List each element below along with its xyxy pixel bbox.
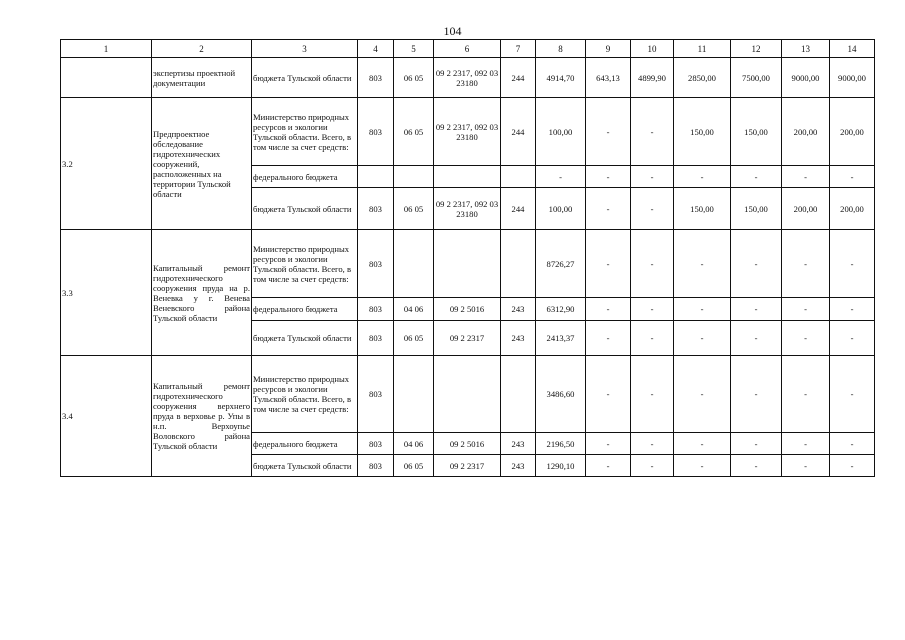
cell-9: - (586, 321, 631, 356)
cell-14: 9000,00 (830, 58, 875, 98)
cell-10: - (631, 166, 674, 188)
cell-11: 150,00 (674, 188, 731, 230)
funding-source-cell: бюджета Тульской области (252, 455, 358, 477)
cell-12: 7500,00 (731, 58, 782, 98)
header-cell: 6 (434, 40, 501, 58)
cell-13: - (782, 321, 830, 356)
cell-7: 244 (501, 58, 536, 98)
cell-11: - (674, 433, 731, 455)
header-cell: 8 (536, 40, 586, 58)
funding-source-cell: бюджета Тульской области (252, 58, 358, 98)
cell-13: - (782, 298, 830, 321)
cell-4: 803 (358, 58, 394, 98)
cell-4 (358, 166, 394, 188)
cell-4: 803 (358, 356, 394, 433)
cell-9: - (586, 230, 631, 298)
cell-10: - (631, 188, 674, 230)
cell-7: 243 (501, 433, 536, 455)
cell-4: 803 (358, 455, 394, 477)
cell-8: 100,00 (536, 98, 586, 166)
cell-6: 09 2 5016 (434, 298, 501, 321)
cell-5: 04 06 (394, 433, 434, 455)
cell-8: 3486,60 (536, 356, 586, 433)
table-row (61, 58, 875, 98)
cell-13: 9000,00 (782, 58, 830, 98)
cell-6: 09 2 2317, 092 03 23180 (434, 58, 501, 98)
cell-11: - (674, 230, 731, 298)
cell-6: 09 2 2317, 092 03 23180 (434, 188, 501, 230)
cell-10: - (631, 433, 674, 455)
funding-source-cell: бюджета Тульской области (252, 188, 358, 230)
header-cell: 2 (152, 40, 252, 58)
cell-7 (501, 230, 536, 298)
header-cell: 9 (586, 40, 631, 58)
cell-14: - (830, 433, 875, 455)
cell-4: 803 (358, 298, 394, 321)
cell-14: - (830, 298, 875, 321)
cell-6: 09 2 5016 (434, 433, 501, 455)
item-name-cell: Капитальный ремонт гидротехнического сооружения верхнего пруда в верховье р. Упы в н.п. Верхоупье Воловского района Тульской области (152, 356, 252, 477)
cell-7: 243 (501, 321, 536, 356)
cell-10: - (631, 298, 674, 321)
cell-5: 06 05 (394, 188, 434, 230)
cell-12: 150,00 (731, 98, 782, 166)
cell-6: 09 2 2317 (434, 321, 501, 356)
cell-12: - (731, 455, 782, 477)
cell-5 (394, 166, 434, 188)
cell-9: - (586, 188, 631, 230)
cell-6 (434, 166, 501, 188)
cell-12: 150,00 (731, 188, 782, 230)
cell-14: 200,00 (830, 188, 875, 230)
cell-11: - (674, 455, 731, 477)
header-cell: 7 (501, 40, 536, 58)
cell-6: 09 2 2317, 092 03 23180 (434, 98, 501, 166)
cell-8: - (536, 166, 586, 188)
cell-10: - (631, 321, 674, 356)
cell-12: - (731, 433, 782, 455)
item-number-cell (61, 58, 152, 98)
cell-14: - (830, 321, 875, 356)
cell-8: 6312,90 (536, 298, 586, 321)
cell-11: - (674, 298, 731, 321)
cell-13: - (782, 230, 830, 298)
cell-5: 06 05 (394, 321, 434, 356)
cell-9: - (586, 433, 631, 455)
header-cell: 4 (358, 40, 394, 58)
funding-source-cell: Министерство природных ресурсов и экологии Тульской области. Всего, в том числе за счет средств: (252, 230, 358, 298)
cell-8: 2196,50 (536, 433, 586, 455)
item-name-cell: экспертизы проектной документации (152, 58, 252, 98)
funding-source-cell: федерального бюджета (252, 433, 358, 455)
cell-7: 243 (501, 455, 536, 477)
cell-8: 8726,27 (536, 230, 586, 298)
cell-13: - (782, 356, 830, 433)
cell-5: 06 05 (394, 455, 434, 477)
cell-10: - (631, 455, 674, 477)
item-name-cell: Капитальный ремонт гидротехнического сооружения пруда на р. Веневка у г. Венева Веневского района Тульской области (152, 230, 252, 356)
table-row (61, 230, 875, 298)
cell-7: 244 (501, 98, 536, 166)
column-numbers-row (61, 40, 875, 58)
page-number: 104 (443, 24, 462, 38)
item-number-cell: 3.2 (61, 98, 152, 230)
cell-6 (434, 356, 501, 433)
cell-9: - (586, 98, 631, 166)
header-cell: 13 (782, 40, 830, 58)
cell-7 (501, 166, 536, 188)
header-cell: 12 (731, 40, 782, 58)
cell-13: - (782, 166, 830, 188)
cell-6: 09 2 2317 (434, 455, 501, 477)
cell-4: 803 (358, 433, 394, 455)
header-cell: 10 (631, 40, 674, 58)
cell-4: 803 (358, 188, 394, 230)
cell-11: - (674, 166, 731, 188)
item-number-cell: 3.3 (61, 230, 152, 356)
cell-13: 200,00 (782, 98, 830, 166)
cell-12: - (731, 298, 782, 321)
cell-8: 100,00 (536, 188, 586, 230)
table-row (61, 98, 875, 166)
cell-4: 803 (358, 98, 394, 166)
cell-7: 243 (501, 298, 536, 321)
item-name-cell: Предпроектное обследование гидротехнических сооружений, расположенных на территории Тульской области (152, 98, 252, 230)
cell-5: 06 05 (394, 58, 434, 98)
cell-10: - (631, 356, 674, 433)
cell-7 (501, 356, 536, 433)
cell-11: 150,00 (674, 98, 731, 166)
cell-6 (434, 230, 501, 298)
funding-source-cell: федерального бюджета (252, 298, 358, 321)
cell-9: - (586, 455, 631, 477)
header-cell: 11 (674, 40, 731, 58)
cell-5 (394, 230, 434, 298)
cell-7: 244 (501, 188, 536, 230)
cell-14: 200,00 (830, 98, 875, 166)
header-cell: 1 (61, 40, 152, 58)
cell-10: - (631, 98, 674, 166)
cell-14: - (830, 356, 875, 433)
cell-9: - (586, 356, 631, 433)
cell-12: - (731, 356, 782, 433)
cell-11: - (674, 321, 731, 356)
table-row (61, 356, 875, 433)
cell-4: 803 (358, 230, 394, 298)
cell-5: 06 05 (394, 98, 434, 166)
cell-5 (394, 356, 434, 433)
funding-source-cell: бюджета Тульской области (252, 321, 358, 356)
cell-13: 200,00 (782, 188, 830, 230)
cell-8: 2413,37 (536, 321, 586, 356)
cell-10: 4899,90 (631, 58, 674, 98)
funding-source-cell: Министерство природных ресурсов и экологии Тульской области. Всего, в том числе за счет средств: (252, 98, 358, 166)
cell-13: - (782, 455, 830, 477)
cell-5: 04 06 (394, 298, 434, 321)
cell-10: - (631, 230, 674, 298)
header-cell: 5 (394, 40, 434, 58)
cell-11: - (674, 356, 731, 433)
cell-11: 2850,00 (674, 58, 731, 98)
cell-14: - (830, 166, 875, 188)
item-number-cell: 3.4 (61, 356, 152, 477)
cell-8: 1290,10 (536, 455, 586, 477)
header-cell: 14 (830, 40, 875, 58)
cell-14: - (830, 230, 875, 298)
cell-12: - (731, 166, 782, 188)
cell-9: 643,13 (586, 58, 631, 98)
cell-12: - (731, 321, 782, 356)
cell-14: - (830, 455, 875, 477)
funding-source-cell: Министерство природных ресурсов и экологии Тульской области. Всего, в том числе за счет средств: (252, 356, 358, 433)
cell-9: - (586, 298, 631, 321)
cell-13: - (782, 433, 830, 455)
cell-8: 4914,70 (536, 58, 586, 98)
cell-9: - (586, 166, 631, 188)
funding-source-cell: федерального бюджета (252, 166, 358, 188)
cell-12: - (731, 230, 782, 298)
header-cell: 3 (252, 40, 358, 58)
budget-table (60, 39, 875, 477)
cell-4: 803 (358, 321, 394, 356)
